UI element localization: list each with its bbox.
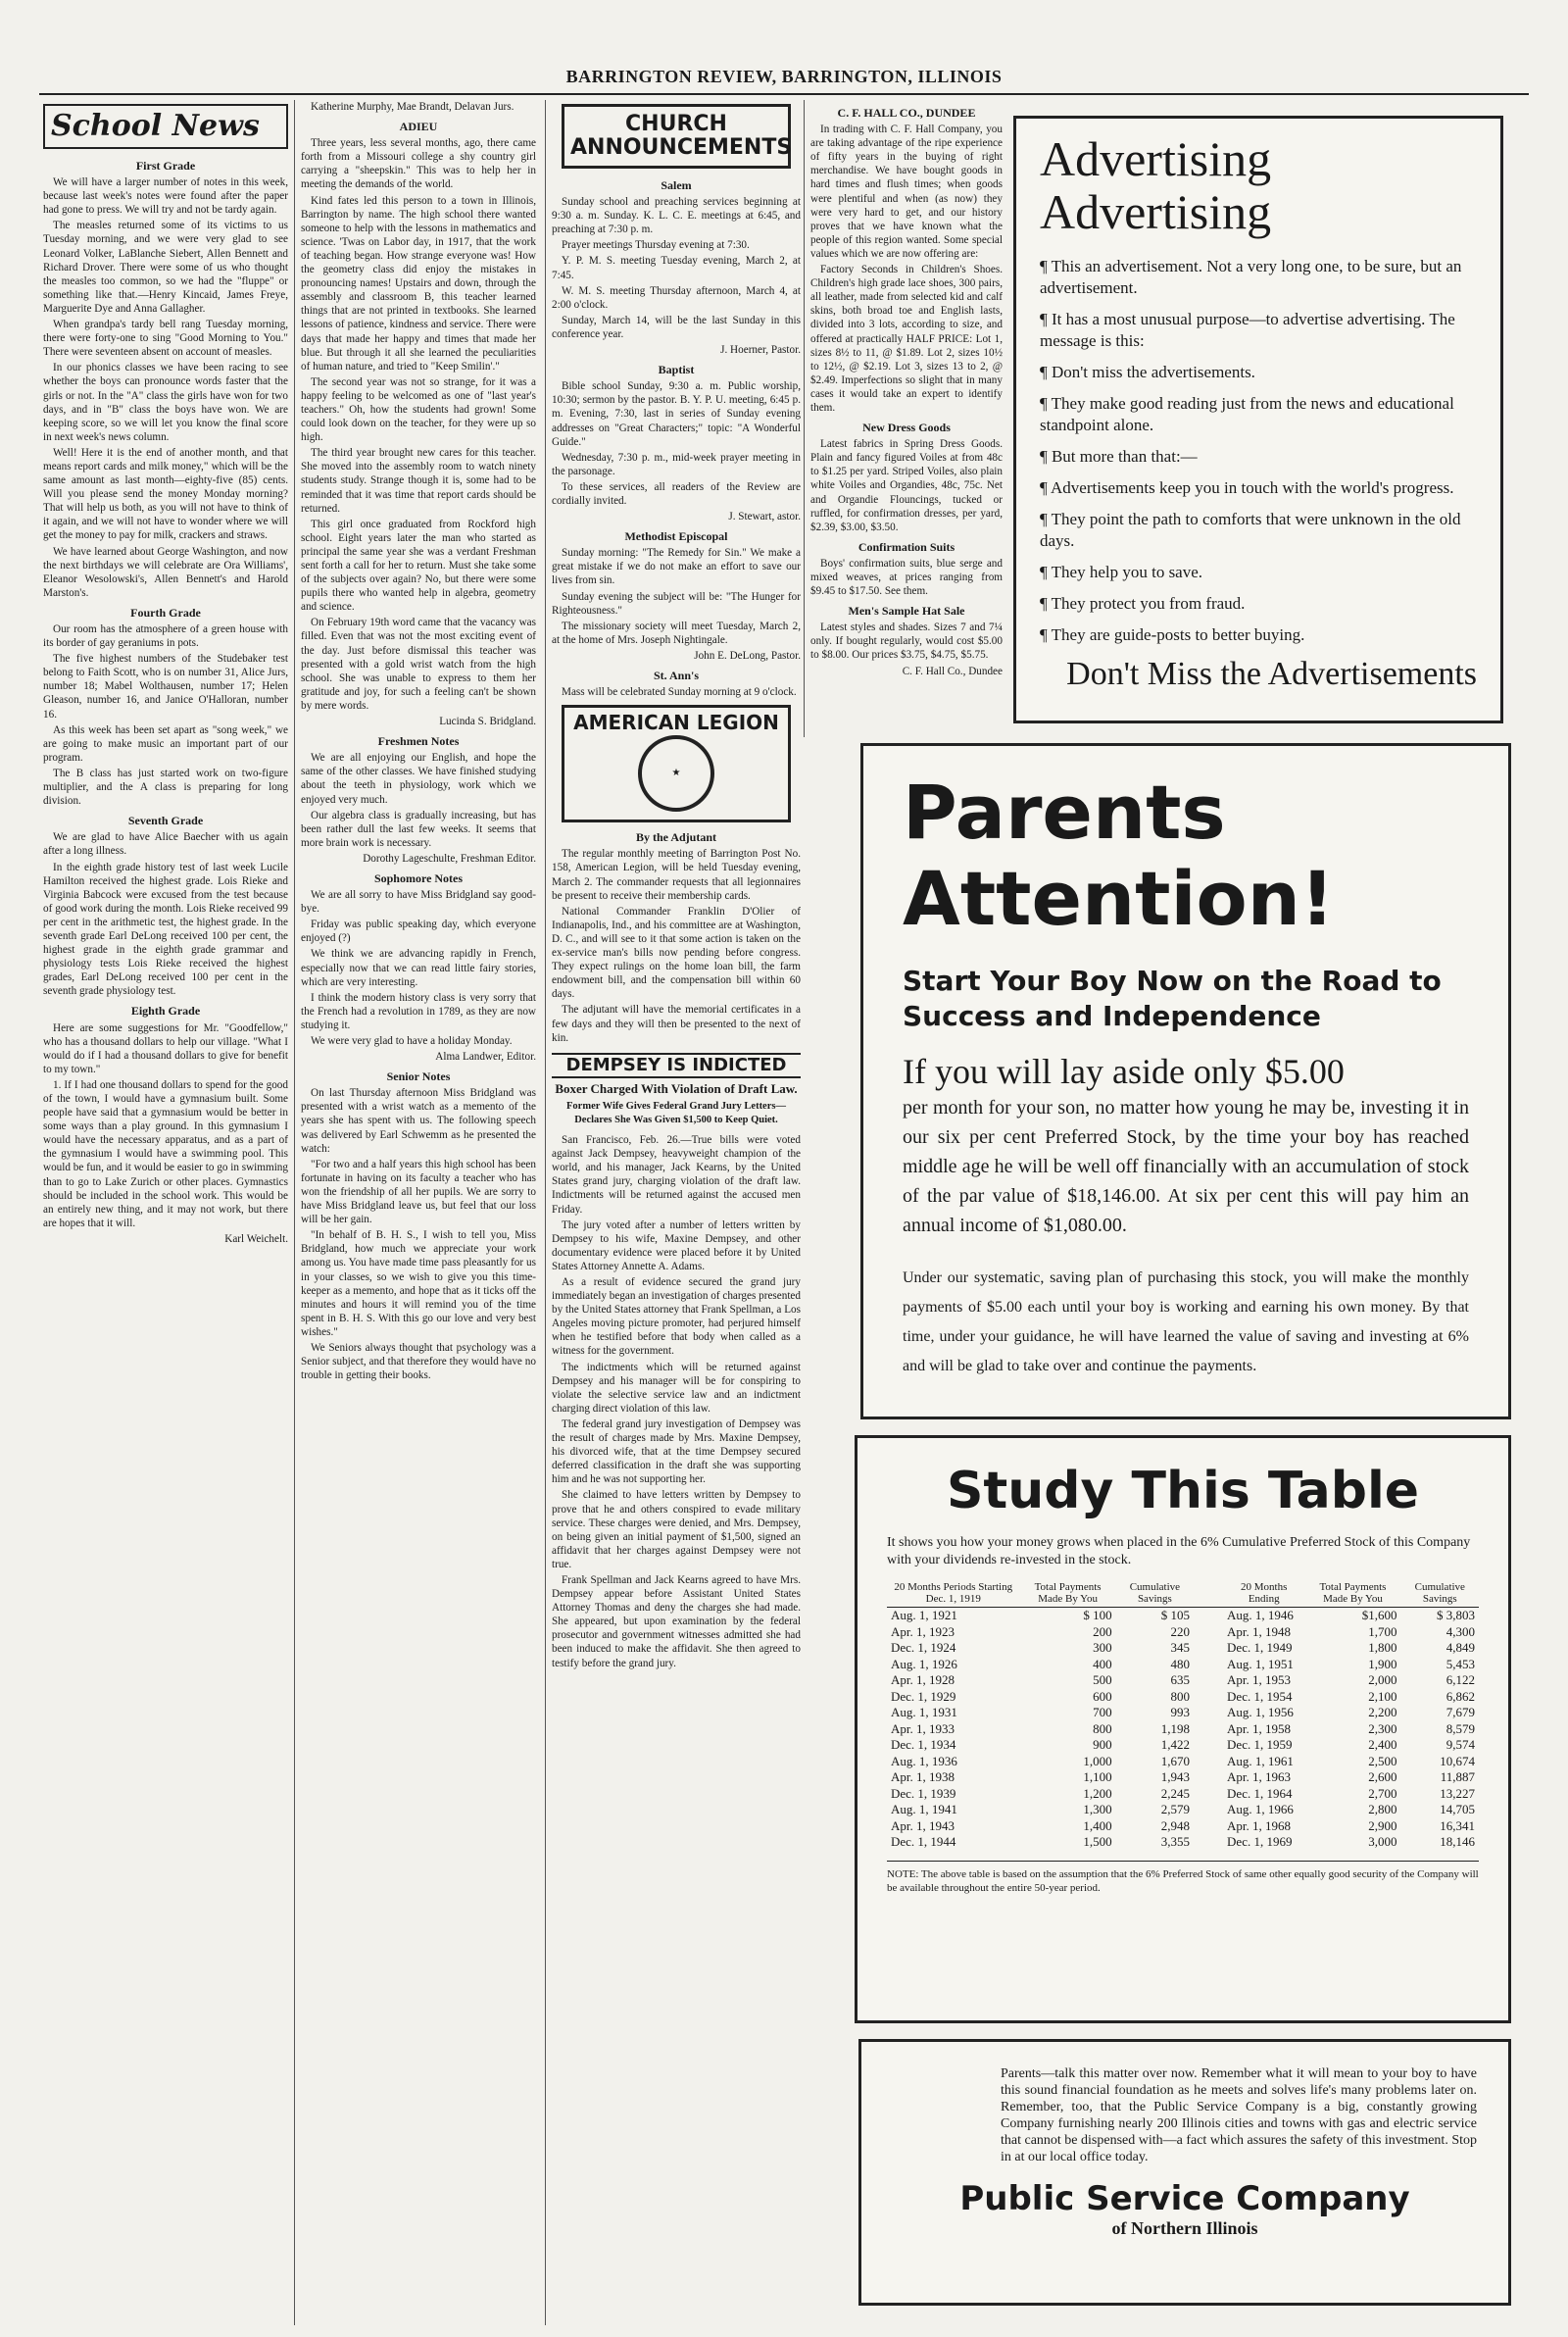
adieu-paragraph: On February 19th word came that the vacancy was filled. Even that was not the most exciting event of the day. Just before dismissal this teacher was presented with a gold wrist watch from the high school. She was unable to express to them her gratitude and joy, for such a feeling can't be shown by mere words. xyxy=(301,617,536,712)
hall-column xyxy=(804,100,1003,737)
table-cell: 6,862 xyxy=(1446,1688,1475,1704)
adieu-signature: Lucinda S. Bridgland. xyxy=(439,716,536,728)
senior-paragraph: We Seniors always thought that psychology was a Senior subject, and that therefore they would have no trouble in getting their books. xyxy=(301,1341,536,1382)
savings-table-body xyxy=(887,1608,1479,1851)
table-cell: 2,000 xyxy=(1368,1672,1397,1687)
table-cell: 1,670 xyxy=(1160,1753,1191,1768)
table-cell: Apr. 1, 1963 xyxy=(1227,1769,1292,1784)
table-cell: 2,100 xyxy=(1368,1688,1397,1704)
table-row xyxy=(887,1737,1479,1754)
table-cell: 1,900 xyxy=(1368,1656,1397,1671)
table-row xyxy=(887,1689,1479,1706)
table-cell: Aug. 1, 1926 xyxy=(891,1656,957,1671)
dempsey-paragraph: The indictments which will be returned against Dempsey and his manager will be for conspiring to violate the selective service law and an indictment charging direct violation of this law. xyxy=(552,1361,801,1415)
dempsey-paragraph: Frank Spellman and Jack Kearns agreed to have Mrs. Dempsey appear before Assistant United States Attorney Thomas and deny the charges she had made. She appeared, but upon examination by the federal prosecutor and government witnesses admitted she had been induced to make the affidavit. She then agreed to testify before the grand jury. xyxy=(552,1573,801,1669)
church-paragraph: Sunday, March 14, will be the last Sunday in this conference year. xyxy=(552,314,801,340)
dempsey-paragraph: San Francisco, Feb. 26.—True bills were voted against Jack Dempsey, heavyweight champion of the world, and his manager, Jack Kearns, by the United States grand jury, charging violation of the draft law. Indictments will be returned against the accused men Friday. xyxy=(552,1134,801,1216)
table-cell: 1,500 xyxy=(1083,1834,1112,1849)
school-paragraph: Well! Here it is the end of another month, and that means report cards and milk money," which will be the same amount as last month—eighty-five (85) cents. Will you please send the money Monday morning? That will help us both, as you will not have to think of it again, and we will not have to wonder where we will get the money to pay for milk, crackers and straws. xyxy=(43,446,288,542)
hall-heading: C. F. HALL CO., DUNDEE xyxy=(837,106,976,120)
advertising-item: ¶ They are guide-posts to better buying. xyxy=(1040,625,1305,644)
advertising-item: ¶ They protect you from fraud. xyxy=(1040,594,1246,613)
col-gap xyxy=(1194,1579,1223,1608)
adieu-column xyxy=(294,100,536,2325)
table-cell: 1,700 xyxy=(1368,1623,1397,1639)
school-news-column xyxy=(43,100,288,2325)
table-cell: 480 xyxy=(1170,1656,1191,1671)
advertising-title-1: Advertising xyxy=(1040,131,1272,186)
sophomore-signature: Alma Landwer, Editor. xyxy=(435,1051,536,1064)
church-signature: J. Stewart, astor. xyxy=(728,511,801,523)
table-cell: Dec. 1, 1949 xyxy=(1227,1640,1293,1655)
study-table-intro: It shows you how your money grows when placed in the 6% Cumulative Preferred Stock of this Company with your dividends re-invested in the stock. xyxy=(887,1535,1471,1567)
adieu-paragraph: Three years, less several months, ago, there came forth from a Missouri college a shy country girl carrying a "sheepskin." This was to help her in meeting the demands of the world. xyxy=(301,137,536,191)
school-signature: Karl Weichelt. xyxy=(224,1232,288,1245)
school-paragraph: The B class has just started work on two-figure multiplier, and the A class is preparing for long division. xyxy=(43,767,288,808)
advertising-item: ¶ They point the path to comforts that were unknown in the old days. xyxy=(1040,510,1461,550)
table-cell: Dec. 1, 1959 xyxy=(1227,1737,1293,1752)
table-cell: Aug. 1, 1941 xyxy=(891,1802,957,1816)
sophomore-heading: Sophomore Notes xyxy=(373,870,464,885)
table-cell: 1,200 xyxy=(1083,1785,1112,1801)
table-row xyxy=(887,1802,1479,1818)
table-cell: Apr. 1, 1958 xyxy=(1227,1720,1292,1736)
church-paragraph: Wednesday, 7:30 p. m., mid-week prayer meeting in the parsonage. xyxy=(552,451,801,477)
table-cell: $ 100 xyxy=(1083,1608,1112,1622)
table-gap xyxy=(1194,1657,1223,1673)
table-cell: 2,800 xyxy=(1368,1802,1397,1816)
advertising-item: ¶ They make good reading just from the news and educational standpoint alone. xyxy=(1040,394,1454,434)
dempsey-subhead: Boxer Charged With Violation of Draft Law. xyxy=(555,1080,798,1096)
school-news-title: School News xyxy=(43,104,288,149)
table-cell: 2,300 xyxy=(1368,1720,1397,1736)
col-header: Cumulative Savings xyxy=(1401,1579,1479,1608)
top-names: Katherine Murphy, Mae Brandt, Delavan Jurs. xyxy=(311,101,514,113)
church-name: Baptist xyxy=(658,363,695,377)
church-paragraph: Sunday evening the subject will be: "The Hunger for Righteousness." xyxy=(552,590,801,617)
table-gap xyxy=(1194,1802,1223,1818)
advertising-item: ¶ It has a most unusual purpose—to advertise advertising. The message is this: xyxy=(1040,310,1455,350)
church-name: St. Ann's xyxy=(653,669,700,682)
table-row xyxy=(887,1769,1479,1786)
school-paragraph: The five highest numbers of the Studebaker test belong to Faith Scott, who is on number 31, Alice Jurs, number 18; Mabel Wolthausen, number 17; Helen Gleason, number 16, and Janice O'Halloran, number 16. xyxy=(43,653,288,721)
table-row xyxy=(887,1672,1479,1689)
sophomore-paragraph: We were very glad to have a holiday Monday. xyxy=(311,1035,513,1047)
table-cell: 1,300 xyxy=(1083,1802,1112,1816)
table-row xyxy=(887,1786,1479,1803)
church-paragraph: To these services, all readers of the Review are cordially invited. xyxy=(552,480,801,507)
church-paragraph: Mass will be celebrated Sunday morning at 9 o'clock. xyxy=(562,686,797,699)
table-gap xyxy=(1194,1769,1223,1786)
table-cell: 1,422 xyxy=(1160,1737,1191,1752)
legion-paragraph: The adjutant will have the memorial certificates in a few days and they will then be presented to the next of kin. xyxy=(552,1004,801,1044)
dempsey-article xyxy=(552,1133,801,1670)
school-sections xyxy=(43,159,288,1230)
table-cell: Dec. 1, 1934 xyxy=(891,1737,956,1752)
table-gap xyxy=(1194,1624,1223,1641)
parents-subtitle: Start Your Boy Now on the Road to Success and Independence xyxy=(903,965,1442,1032)
table-cell: Apr. 1, 1943 xyxy=(891,1817,955,1833)
col-header: 20 Months Periods Starting Dec. 1, 1919 xyxy=(887,1579,1020,1608)
table-cell: 2,500 xyxy=(1368,1753,1397,1768)
advertising-footer: Don't Miss the Advertisements xyxy=(1066,656,1477,692)
table-cell: Aug. 1, 1956 xyxy=(1227,1705,1294,1719)
table-cell: Apr. 1, 1933 xyxy=(891,1720,955,1736)
adieu-paragraph: The third year brought new cares for this teacher. She moved into the assembly room to watch ninety students study. Strange though it is, some had to be reminded that it was time that report cards should be returned. xyxy=(301,447,536,515)
table-cell: 4,849 xyxy=(1446,1640,1475,1655)
table-cell: 18,146 xyxy=(1440,1834,1475,1849)
table-cell: Aug. 1, 1931 xyxy=(891,1705,957,1719)
hall-sub3-text: Latest styles and shades. Sizes 7 and 7¼ only. If bought regularly, would cost $5.00 to $8.00. Our prices $3.75, $4.75, $5.75. xyxy=(810,622,1003,662)
advertising-ad xyxy=(1013,116,1503,723)
hall-sub2-text: Boys' confirmation suits, blue serge and mixed weaves, at prices ranging from $9.45 to $17.50. See them. xyxy=(810,557,1003,598)
table-cell: $ 105 xyxy=(1160,1608,1191,1622)
advertising-item: ¶ This an advertisement. Not a very long one, to be sure, but an advertisement. xyxy=(1040,257,1462,297)
church-signature: John E. DeLong, Pastor. xyxy=(694,649,801,662)
legion-heading: By the Adjutant xyxy=(635,830,716,845)
school-paragraph: As this week has been set apart as "song week," we are going to make music an important part of our program. xyxy=(43,723,288,764)
table-cell: 400 xyxy=(1093,1656,1112,1671)
table-gap xyxy=(1194,1754,1223,1770)
parents-body-2: Under our systematic, saving plan of purchasing this stock, you will make the monthly payments of $5.00 each until your boy is working and earning his own money. By that time, under your guidance, he will have learned the value of saving and investing at 6% and will be glad to take over and continue the payments. xyxy=(903,1269,1469,1374)
parents-title: Parents xyxy=(903,769,1226,856)
table-cell: 3,355 xyxy=(1160,1834,1191,1849)
school-paragraph: In our phonics classes we have been racing to see whether the boys can pronounce words faster that the girls or not. In the "A" class the girls have won for two days, and in "B" class the boys have won. We are keeping score, so we will let you know the final score in next week's news column. xyxy=(43,362,288,443)
table-cell: 5,453 xyxy=(1446,1656,1475,1671)
header-rule xyxy=(39,93,1529,95)
table-cell: Aug. 1, 1921 xyxy=(891,1608,957,1622)
table-cell: 800 xyxy=(1170,1688,1191,1704)
senior-paragraph: "For two and a half years this high school has been fortunate in having on its faculty a teacher who has won the friendship of all her pupils. We are sorry to have Miss Bridgland leave us, but feel that our loss will be her gain. xyxy=(301,1158,536,1226)
table-gap xyxy=(1194,1721,1223,1738)
public-service-ad xyxy=(858,2039,1511,2306)
table-cell: 11,887 xyxy=(1440,1769,1475,1784)
table-gap xyxy=(1194,1640,1223,1657)
table-cell: Dec. 1, 1969 xyxy=(1227,1834,1293,1849)
hall-sub2: Confirmation Suits xyxy=(858,539,956,554)
parents-attention-ad xyxy=(860,743,1511,1419)
table-row xyxy=(887,1624,1479,1641)
parents-body xyxy=(903,1050,1469,1240)
senior-heading: Senior Notes xyxy=(386,1069,451,1084)
table-cell: 3,000 xyxy=(1368,1834,1397,1849)
american-legion-logo xyxy=(562,705,791,822)
table-cell: 600 xyxy=(1093,1688,1112,1704)
table-row xyxy=(887,1721,1479,1738)
table-cell: 1,100 xyxy=(1083,1769,1112,1784)
church-column xyxy=(545,100,801,2325)
study-table-ad xyxy=(855,1435,1511,2023)
table-cell: Aug. 1, 1966 xyxy=(1227,1802,1294,1816)
table-cell: 1,800 xyxy=(1368,1640,1397,1655)
dempsey-headline: DEMPSEY IS INDICTED xyxy=(552,1053,801,1078)
legion-emblem-icon: ★ xyxy=(638,735,714,812)
col-header: Cumulative Savings xyxy=(1116,1579,1194,1608)
church-paragraph: Bible school Sunday, 9:30 a. m. Public worship, 10:30; sermon by the pastor. B. Y. P. U. meeting, 6:45 p. m. Evening, 7:30, last in series of Sunday evening addresses on "Great Characters;" topic: "A Wonderful Guide." xyxy=(552,380,801,448)
parents-body-text: per month for your son, no matter how young he may be, investing it in our six per cent Preferred Stock, by the time your boy has reached middle age he will be well off financially with an accumulation of stock of the par value of $18,146.00. At six per cent this will pay him an annual income of $1,080.00. xyxy=(903,1097,1469,1236)
legion-paragraph: National Commander Franklin D'Olier of Indianapolis, Ind., and his committee are at Washington, D. C., and will see to it that some action is taken on the ex-service man's bills now pending before congress. They expect rulings on the home loan bill, the farm endowment bill, and the compensation bill within 60 days. xyxy=(552,905,801,1001)
table-cell: 2,245 xyxy=(1160,1785,1191,1801)
adieu-paragraph: This girl once graduated from Rockford high school. Eight years later the man who started as principal the same year she was a verdant Freshman sent forth a call for her to return. Must she take some of the subjects over again? No, but there were some pupils there who wanted help in algebra, geometry and science. xyxy=(301,518,536,614)
dempsey-paragraph: As a result of evidence secured the grand jury immediately began an investigation of charges presented by the United States attorney that Frank Spellman, a Los Angeles moving picture promoter, had perjured himself when he testified before that body when called as a witness for the government. xyxy=(552,1276,801,1358)
table-gap xyxy=(1194,1834,1223,1851)
table-cell: Aug. 1, 1946 xyxy=(1227,1608,1294,1622)
table-cell: Apr. 1, 1923 xyxy=(891,1623,955,1639)
table-cell: $ 3,803 xyxy=(1437,1608,1475,1622)
table-cell: Dec. 1, 1954 xyxy=(1227,1688,1293,1704)
dempsey-paragraph: The federal grand jury investigation of Dempsey was the result of charges made by Mrs. Maxine Dempsey, his divorced wife, that at the time Dempsey secured deferred classification in the draft she was supporting him and he was not supporting her. xyxy=(552,1417,801,1486)
dempsey-subhead-2: Former Wife Gives Federal Grand Jury Letters—Declares She Was Given $1,500 to Keep Quiet. xyxy=(566,1100,786,1125)
freshmen-paragraph: We are all enjoying our English, and hope the same of the other classes. We have finished studying about the teeth in physiology, work which we enjoyed very much. xyxy=(301,752,536,806)
school-paragraph: When grandpa's tardy bell rang Tuesday morning, there were forty-one to sing "Good Morning to You." There were seventeen absent on account of measles. xyxy=(43,319,288,359)
table-cell: 8,579 xyxy=(1446,1720,1475,1736)
study-table-title: Study This Table xyxy=(946,1462,1420,1520)
school-paragraph: In the eighth grade history test of last week Lucile Hamilton received the highest grade. Lois Rieke and Virginia Babcock were excused from the test because of good work during the month. Lois Rieke received 99 per cent in the arithmetic test, the highest grade. In the seventh grade Earl DeLong received 100 per cent, the highest grade in the eighth grade grammar and physiology tests Lois Rieke received the highest grades, Earl DeLong received 100 per cent in the seventh grade physiology test. xyxy=(43,861,288,998)
advertising-list xyxy=(1040,256,1477,646)
col-header: Total Payments Made By You xyxy=(1304,1579,1400,1608)
freshmen-heading: Freshmen Notes xyxy=(377,734,460,749)
school-section-heading: First Grade xyxy=(135,159,196,173)
school-section-heading: Fourth Grade xyxy=(130,605,201,620)
table-cell: 4,300 xyxy=(1446,1623,1475,1639)
legion-paragraph: The regular monthly meeting of Barrington Post No. 158, American Legion, will be held Tuesday evening, March 2. The commander requests that all legionnaires be present to receive their membership cards. xyxy=(552,848,801,902)
savings-table xyxy=(887,1579,1479,1851)
table-cell: 1,198 xyxy=(1160,1720,1191,1736)
table-cell: 14,705 xyxy=(1440,1802,1475,1816)
church-paragraph: Sunday school and preaching services beginning at 9:30 a. m. Sunday. K. L. C. E. meetings at 6:45, and preaching at 7:30 p. m. xyxy=(552,196,801,236)
table-cell: 9,574 xyxy=(1446,1737,1475,1752)
sophomore-paragraph: I think the modern history class is very sorry that the French had a revolution in 1789, as they are now studying it. xyxy=(301,991,536,1031)
table-gap xyxy=(1194,1689,1223,1706)
church-list xyxy=(552,178,801,699)
public-service-text: Parents—talk this matter over now. Remember what it will mean to your boy to have this sound financial foundation as he meets and solves life's many problems later on. Remember, too, that the Public Service Company is a big, constantly growing Company furnishing nearly 200 Illinois cities and towns with gas and electric service that cannot be dispensed with—a fact which assures the safety of this investment. Stop in at our local office today. xyxy=(1001,2066,1478,2164)
sophomore-paragraph: Friday was public speaking day, which everyone enjoyed (?) xyxy=(301,919,536,945)
adieu-article xyxy=(301,136,536,713)
school-paragraph: Our room has the atmosphere of a green house with its border of gay geraniums in pots. xyxy=(43,623,288,650)
church-paragraph: Y. P. M. S. meeting Tuesday evening, March 2, at 7:45. xyxy=(552,255,801,281)
table-gap xyxy=(1194,1818,1223,1835)
hall-sub3: Men's Sample Hat Sale xyxy=(848,604,965,619)
adieu-heading: ADIEU xyxy=(399,120,438,134)
table-gap xyxy=(1194,1608,1223,1624)
advertising-title-2: Advertising xyxy=(1040,184,1272,239)
freshmen-notes xyxy=(301,751,536,850)
church-paragraph: The missionary society will meet Tuesday, March 2, at the home of Mrs. Joseph Nightingale. xyxy=(552,620,801,646)
hall-article xyxy=(810,123,1003,415)
table-cell: 2,948 xyxy=(1160,1817,1191,1833)
freshmen-signature: Dorothy Lageschulte, Freshman Editor. xyxy=(363,852,536,865)
church-paragraph: W. M. S. meeting Thursday afternoon, March 4, at 2:00 o'clock. xyxy=(552,284,801,311)
table-gap xyxy=(1194,1737,1223,1754)
table-cell: 1,000 xyxy=(1083,1753,1112,1768)
table-cell: Dec. 1, 1929 xyxy=(891,1688,956,1704)
freshmen-paragraph: Our algebra class is gradually increasing, but has been rather dull the last few weeks. It seems that more brain work is necessary. xyxy=(301,809,536,849)
table-cell: Aug. 1, 1961 xyxy=(1227,1753,1294,1768)
table-cell: Aug. 1, 1936 xyxy=(891,1753,957,1768)
savings-table-header xyxy=(887,1579,1479,1608)
table-cell: 800 xyxy=(1093,1720,1112,1736)
advertising-item: ¶ Don't miss the advertisements. xyxy=(1040,363,1255,381)
attention-title: Attention! xyxy=(903,855,1335,942)
table-cell: 900 xyxy=(1093,1737,1112,1752)
table-cell: 635 xyxy=(1170,1672,1191,1687)
church-name: Salem xyxy=(661,178,692,192)
legion-logo-text: AMERICAN LEGION xyxy=(573,711,779,735)
table-cell: Apr. 1, 1938 xyxy=(891,1769,955,1784)
hall-sub1-text: Latest fabrics in Spring Dress Goods. Plain and fancy figured Voiles at from 48c to $1.25 per yard. Striped Voiles, also plain white Voiles and Organdies, 48c, 75c. Net and Organdie Flouncings, tucked or ruffled, for confirmation dresses, per yard, $2.39, $3.00, $3.50. xyxy=(810,438,1003,533)
table-cell: 13,227 xyxy=(1440,1785,1475,1801)
senior-notes xyxy=(301,1086,536,1382)
hall-paragraph: Factory Seconds in Children's Shoes. Children's high grade lace shoes, 300 pairs, all leather, made from selected kid and calf skins, both broad toe and English lasts, divided into 3 lots, according to size, and offered at practically HALF PRICE: Lot 1, sizes 8½ to 11, @ $1.89. Lot 2, sizes 10½ to 12½, @ $2.19. Lot 3, sizes 13 to 2, @ $2.49. Imperfections so slight that in many cases it would take an expert to identify them. xyxy=(810,264,1003,414)
table-cell: Dec. 1, 1939 xyxy=(891,1785,956,1801)
legion-article xyxy=(552,847,801,1044)
table-cell: Dec. 1, 1944 xyxy=(891,1834,956,1849)
table-cell: Aug. 1, 1951 xyxy=(1227,1656,1294,1671)
dempsey-paragraph: She claimed to have letters written by Dempsey to prove that he and others conspired to evade military service. These charges were denied, and Mrs. Dempsey, on being given an initial payment of $1,500, signed an affidavit that her charges against Dempsey were not true. xyxy=(552,1489,801,1570)
company-name: Public Service Company xyxy=(959,2179,1410,2218)
table-cell: 1,400 xyxy=(1083,1817,1112,1833)
hall-sub1: New Dress Goods xyxy=(862,421,951,435)
table-row xyxy=(887,1657,1479,1673)
table-cell: 2,600 xyxy=(1368,1769,1397,1784)
sophomore-paragraph: We are all sorry to have Miss Bridgland say good-bye. xyxy=(301,889,536,916)
table-cell: 200 xyxy=(1093,1623,1112,1639)
table-row xyxy=(887,1754,1479,1770)
hall-signature: C. F. Hall Co., Dundee xyxy=(902,665,1003,677)
school-paragraph: We are glad to have Alice Baecher with us again after a long illness. xyxy=(43,831,288,858)
table-cell: Apr. 1, 1968 xyxy=(1227,1817,1292,1833)
school-paragraph: We have learned about George Washington, and now the next birthdays we will celebrate are Ora Williams', Eleanor Wesolowski's, Allen Bennett's and Harold Marston's. xyxy=(43,545,288,599)
church-signature: J. Hoerner, Pastor. xyxy=(720,344,801,357)
church-announcements-logo: CHURCH ANNOUNCEMENTS xyxy=(562,104,791,169)
table-cell: 1,943 xyxy=(1160,1769,1191,1784)
adieu-paragraph: The second year was not so strange, for it was a happy feeling to be welcomed as one of "last year's teachers." Oh, how the students had grown! Some could look down on the teacher, for they were up so high. xyxy=(301,375,536,444)
sophomore-paragraph: We think we are advancing rapidly in French, especially now that we can read little fairy stories, which are very interesting. xyxy=(301,948,536,988)
senior-paragraph: On last Thursday afternoon Miss Bridgland was presented with a wrist watch as a memento of the years she has spent with us. The following speech was delivered by Earl Schwemm as he presented the watch: xyxy=(301,1087,536,1155)
table-cell: 7,679 xyxy=(1446,1705,1475,1719)
col-header: 20 Months Ending xyxy=(1223,1579,1304,1608)
table-cell: 300 xyxy=(1093,1640,1112,1655)
hall-paragraph: In trading with C. F. Hall Company, you are taking advantage of the ripe experience of fifty years in the buying of right merchandise. We have bought goods in hard times and flush times; when goods were plentiful and when (as now) they were very hard to get, and our history proves that we have known what the people of this region wanted. Some special values which we are now offering are: xyxy=(810,124,1003,260)
adieu-paragraph: Kind fates led this person to a town in Illinois, Barrington by name. The high school there wanted someone to help with the lessons in mathematics and science. 'Twas on Labor day, in 1917, that the work of teaching began. How strange everyone was! How the geometry class did enjoy the mistakes in pronouncing names! Upstairs and down, through the assembly and classroom B, this teacher learned things that are not printed in textbooks. She learned lessons of patience, kindness and service. There were days that made her happy and times that made her blue. But through it all she learned the peculiarities of human nature, and tried to "Keep Smilin'." xyxy=(301,194,536,373)
table-cell: Apr. 1, 1928 xyxy=(891,1672,955,1687)
advertising-item: ¶ They help you to save. xyxy=(1040,563,1203,581)
table-cell: Dec. 1, 1964 xyxy=(1227,1785,1293,1801)
table-cell: 2,400 xyxy=(1368,1737,1397,1752)
school-paragraph: 1. If I had one thousand dollars to spend for the good of the town, I would have a gymnasium built. Some people have said that a gymnasium would be better in some ways than a play ground. In this gymnasium I would have the necessary apparatus, and as a part of the gymnasium I would have a swimming pool. This would be fun, and it would be easier to go in swimming than to go to Lake Zurich or other places. Gymnastics should be included in the school work. This would be an entirely new thing, and it may not work, but there are hopes that it will. xyxy=(43,1078,288,1229)
table-gap xyxy=(1194,1705,1223,1721)
table-row xyxy=(887,1640,1479,1657)
table-cell: 345 xyxy=(1170,1640,1191,1655)
table-cell: 700 xyxy=(1093,1705,1112,1719)
table-note: NOTE: The above table is based on the assumption that the 6% Preferred Stock of same other equally good security of the Company will be available throughout the entire 50-year period. xyxy=(887,1861,1479,1895)
table-cell: Apr. 1, 1948 xyxy=(1227,1623,1292,1639)
table-cell: Apr. 1, 1953 xyxy=(1227,1672,1292,1687)
church-paragraph: Prayer meetings Thursday evening at 7:30. xyxy=(562,239,750,252)
table-cell: 220 xyxy=(1170,1623,1191,1639)
church-paragraph: Sunday morning: "The Remedy for Sin." We make a great mistake if we do not make an effort to save our lives from sin. xyxy=(552,547,801,587)
table-cell: 2,200 xyxy=(1368,1705,1397,1719)
table-gap xyxy=(1194,1672,1223,1689)
advertising-item: ¶ Advertisements keep you in touch with the world's progress. xyxy=(1040,478,1454,497)
senior-paragraph: "In behalf of B. H. S., I wish to tell you, Miss Bridgland, how much we appreciate your work among us. You have made time pass pleasantly for us in your classes, so we wish to give you this time-keeper as a memento, and hope that as it ticks off the minutes and hours it will remind you of the time spent in B. H. S. With this go our love and very best wishes." xyxy=(301,1229,536,1338)
table-cell: 993 xyxy=(1170,1705,1191,1719)
table-cell: Dec. 1, 1924 xyxy=(891,1640,956,1655)
table-cell: 2,579 xyxy=(1160,1802,1191,1816)
table-cell: 10,674 xyxy=(1440,1753,1475,1768)
church-name: Methodist Episcopal xyxy=(624,529,728,544)
table-cell: 16,341 xyxy=(1440,1817,1475,1833)
newspaper-header: BARRINGTON REVIEW, BARRINGTON, ILLINOIS xyxy=(565,67,1003,86)
table-cell: 500 xyxy=(1093,1672,1112,1687)
table-row xyxy=(887,1834,1479,1851)
table-cell: 2,700 xyxy=(1368,1785,1397,1801)
school-paragraph: We will have a larger number of notes in this week, because last week's notes were found after the paper had gone to press. We will try and not be tardy again. xyxy=(43,176,288,217)
school-section-heading: Eighth Grade xyxy=(130,1004,201,1019)
sophomore-notes xyxy=(301,888,536,1048)
school-paragraph: The measles returned some of its victims to us Tuesday morning, and we were very glad to see Leonard Volker, LaBlanche Siebert, Allen Bennett and Richard Drover. There were some of us who thought the measles too common, so we had the "fluppe" or something like that.—Henry Kincaid, James Freye, Marguerite Dye and Anna Gallagher. xyxy=(43,220,288,315)
dempsey-paragraph: The jury voted after a number of letters written by Dempsey to his wife, Maxine Dempsey, and other documentary evidence were placed before it by United States Attorney Annette A. Adams. xyxy=(552,1218,801,1272)
table-row xyxy=(887,1818,1479,1835)
school-section-heading: Seventh Grade xyxy=(127,814,204,828)
table-row xyxy=(887,1608,1479,1624)
table-cell: 2,900 xyxy=(1368,1817,1397,1833)
table-gap xyxy=(1194,1786,1223,1803)
table-cell: $1,600 xyxy=(1361,1608,1397,1622)
school-paragraph: Here are some suggestions for Mr. "Goodfellow," who has a thousand dollars to help our village. "What I would do if I had a thousand dollars to give for benefit to my town." xyxy=(43,1021,288,1075)
parents-body-lead: If you will lay aside only $5.00 xyxy=(903,1052,1345,1091)
company-subtitle: of Northern Illinois xyxy=(1111,2218,1258,2238)
advertising-item: ¶ But more than that:— xyxy=(1040,447,1198,466)
col-header: Total Payments Made By You xyxy=(1020,1579,1116,1608)
table-row xyxy=(887,1705,1479,1721)
table-cell: 6,122 xyxy=(1446,1672,1475,1687)
